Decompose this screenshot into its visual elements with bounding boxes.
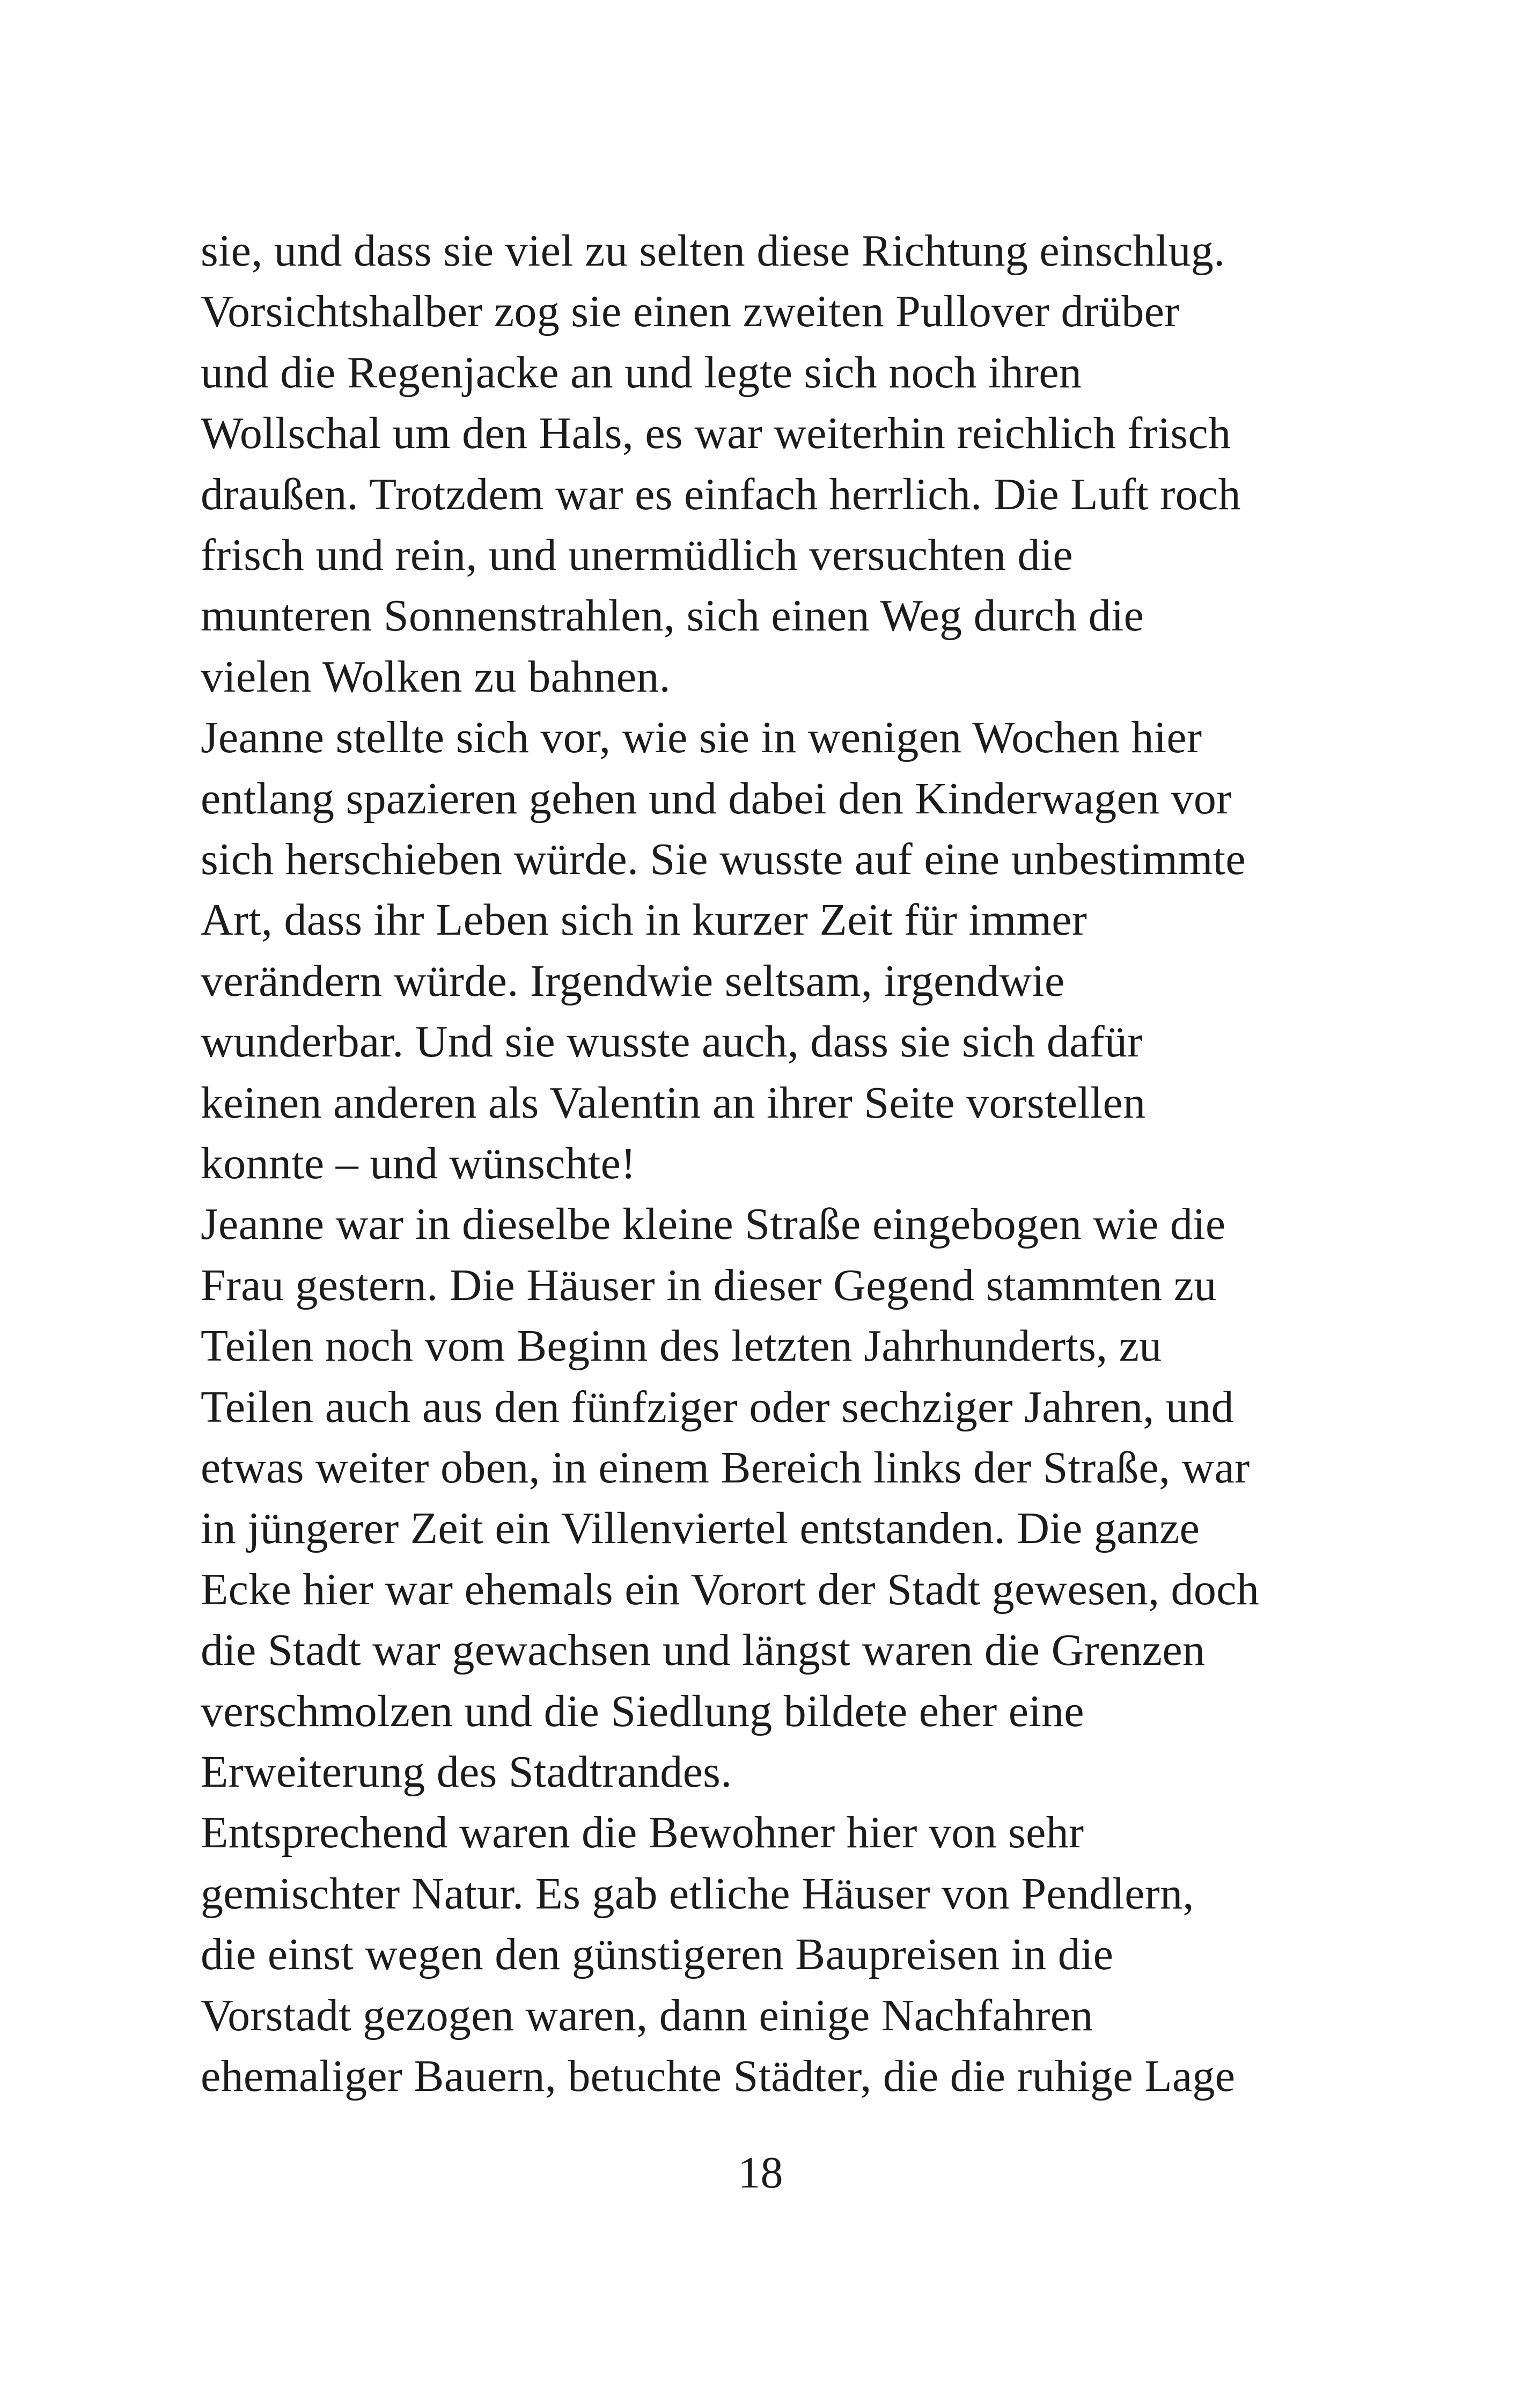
text-line: sie, und dass sie viel zu selten diese Richtung einschlug. [201, 226, 1225, 276]
text-line: Vorstadt gezogen waren, dann einige Nachfahren [201, 1990, 1093, 2040]
text-line: draußen. Trotzdem war es einfach herrlich. Die Luft roch [201, 469, 1241, 519]
text-line: vielen Wolken zu bahnen. [201, 651, 671, 702]
text-line: in jüngerer Zeit ein Villenviertel entstanden. Die ganze [201, 1503, 1200, 1554]
text-line: munteren Sonnenstrahlen, sich einen Weg durch die [201, 591, 1144, 641]
text-line: Frau gestern. Die Häuser in dieser Gegend stammten zu [201, 1260, 1217, 1310]
text-line: frisch und rein, und unermüdlich versuchten die [201, 530, 1073, 580]
text-line: die Stadt war gewachsen und längst waren die Grenzen [201, 1625, 1206, 1676]
text-line: Jeanne stellte sich vor, wie sie in wenigen Wochen hier [201, 713, 1202, 763]
text-line: gemischter Natur. Es gab etliche Häuser von Pendlern, [201, 1868, 1194, 1919]
text-line: Teilen auch aus den fünfziger oder sechziger Jahren, und [201, 1382, 1234, 1432]
text-line: etwas weiter oben, in einem Bereich links der Straße, war [201, 1443, 1250, 1493]
page-number: 18 [738, 2148, 783, 2198]
text-line: verändern würde. Irgendwie seltsam, irgendwie [201, 956, 1065, 1006]
text-line: Vorsichtshalber zog sie einen zweiten Pullover drüber [201, 287, 1180, 337]
text-line: und die Regenjacke an und legte sich noch ihren [201, 347, 1082, 398]
text-line: die einst wegen den günstigeren Baupreisen in die [201, 1929, 1114, 1980]
text-line: keinen anderen als Valentin an ihrer Seite vorstellen [201, 1077, 1146, 1128]
text-line: Erweiterung des Stadtrandes. [201, 1747, 732, 1797]
text-line: Teilen noch vom Beginn des letzten Jahrhunderts, zu [201, 1321, 1162, 1371]
text-line: verschmolzen und die Siedlung bildete eher eine [201, 1686, 1084, 1736]
text-line: entlang spazieren gehen und dabei den Kinderwagen vor [201, 773, 1232, 824]
text-line: sich herschieben würde. Sie wusste auf eine unbestimmte [201, 834, 1246, 884]
text-line: Jeanne war in dieselbe kleine Straße eingebogen wie die [201, 1199, 1226, 1250]
text-line: Ecke hier war ehemals ein Vorort der Stadt gewesen, doch [201, 1564, 1260, 1614]
text-line: ehemaliger Bauern, betuchte Städter, die die ruhige Lage [201, 2051, 1236, 2101]
text-line: Wollschal um den Hals, es war weiterhin reichlich frisch [201, 408, 1231, 459]
text-line: Entsprechend waren die Bewohner hier von sehr [201, 1808, 1084, 1858]
text-line: wunderbar. Und sie wusste auch, dass sie sich dafür [201, 1017, 1143, 1067]
text-line: konnte – und wünschte! [201, 1139, 636, 1188]
text-line: Art, dass ihr Leben sich in kurzer Zeit für immer [201, 895, 1088, 945]
